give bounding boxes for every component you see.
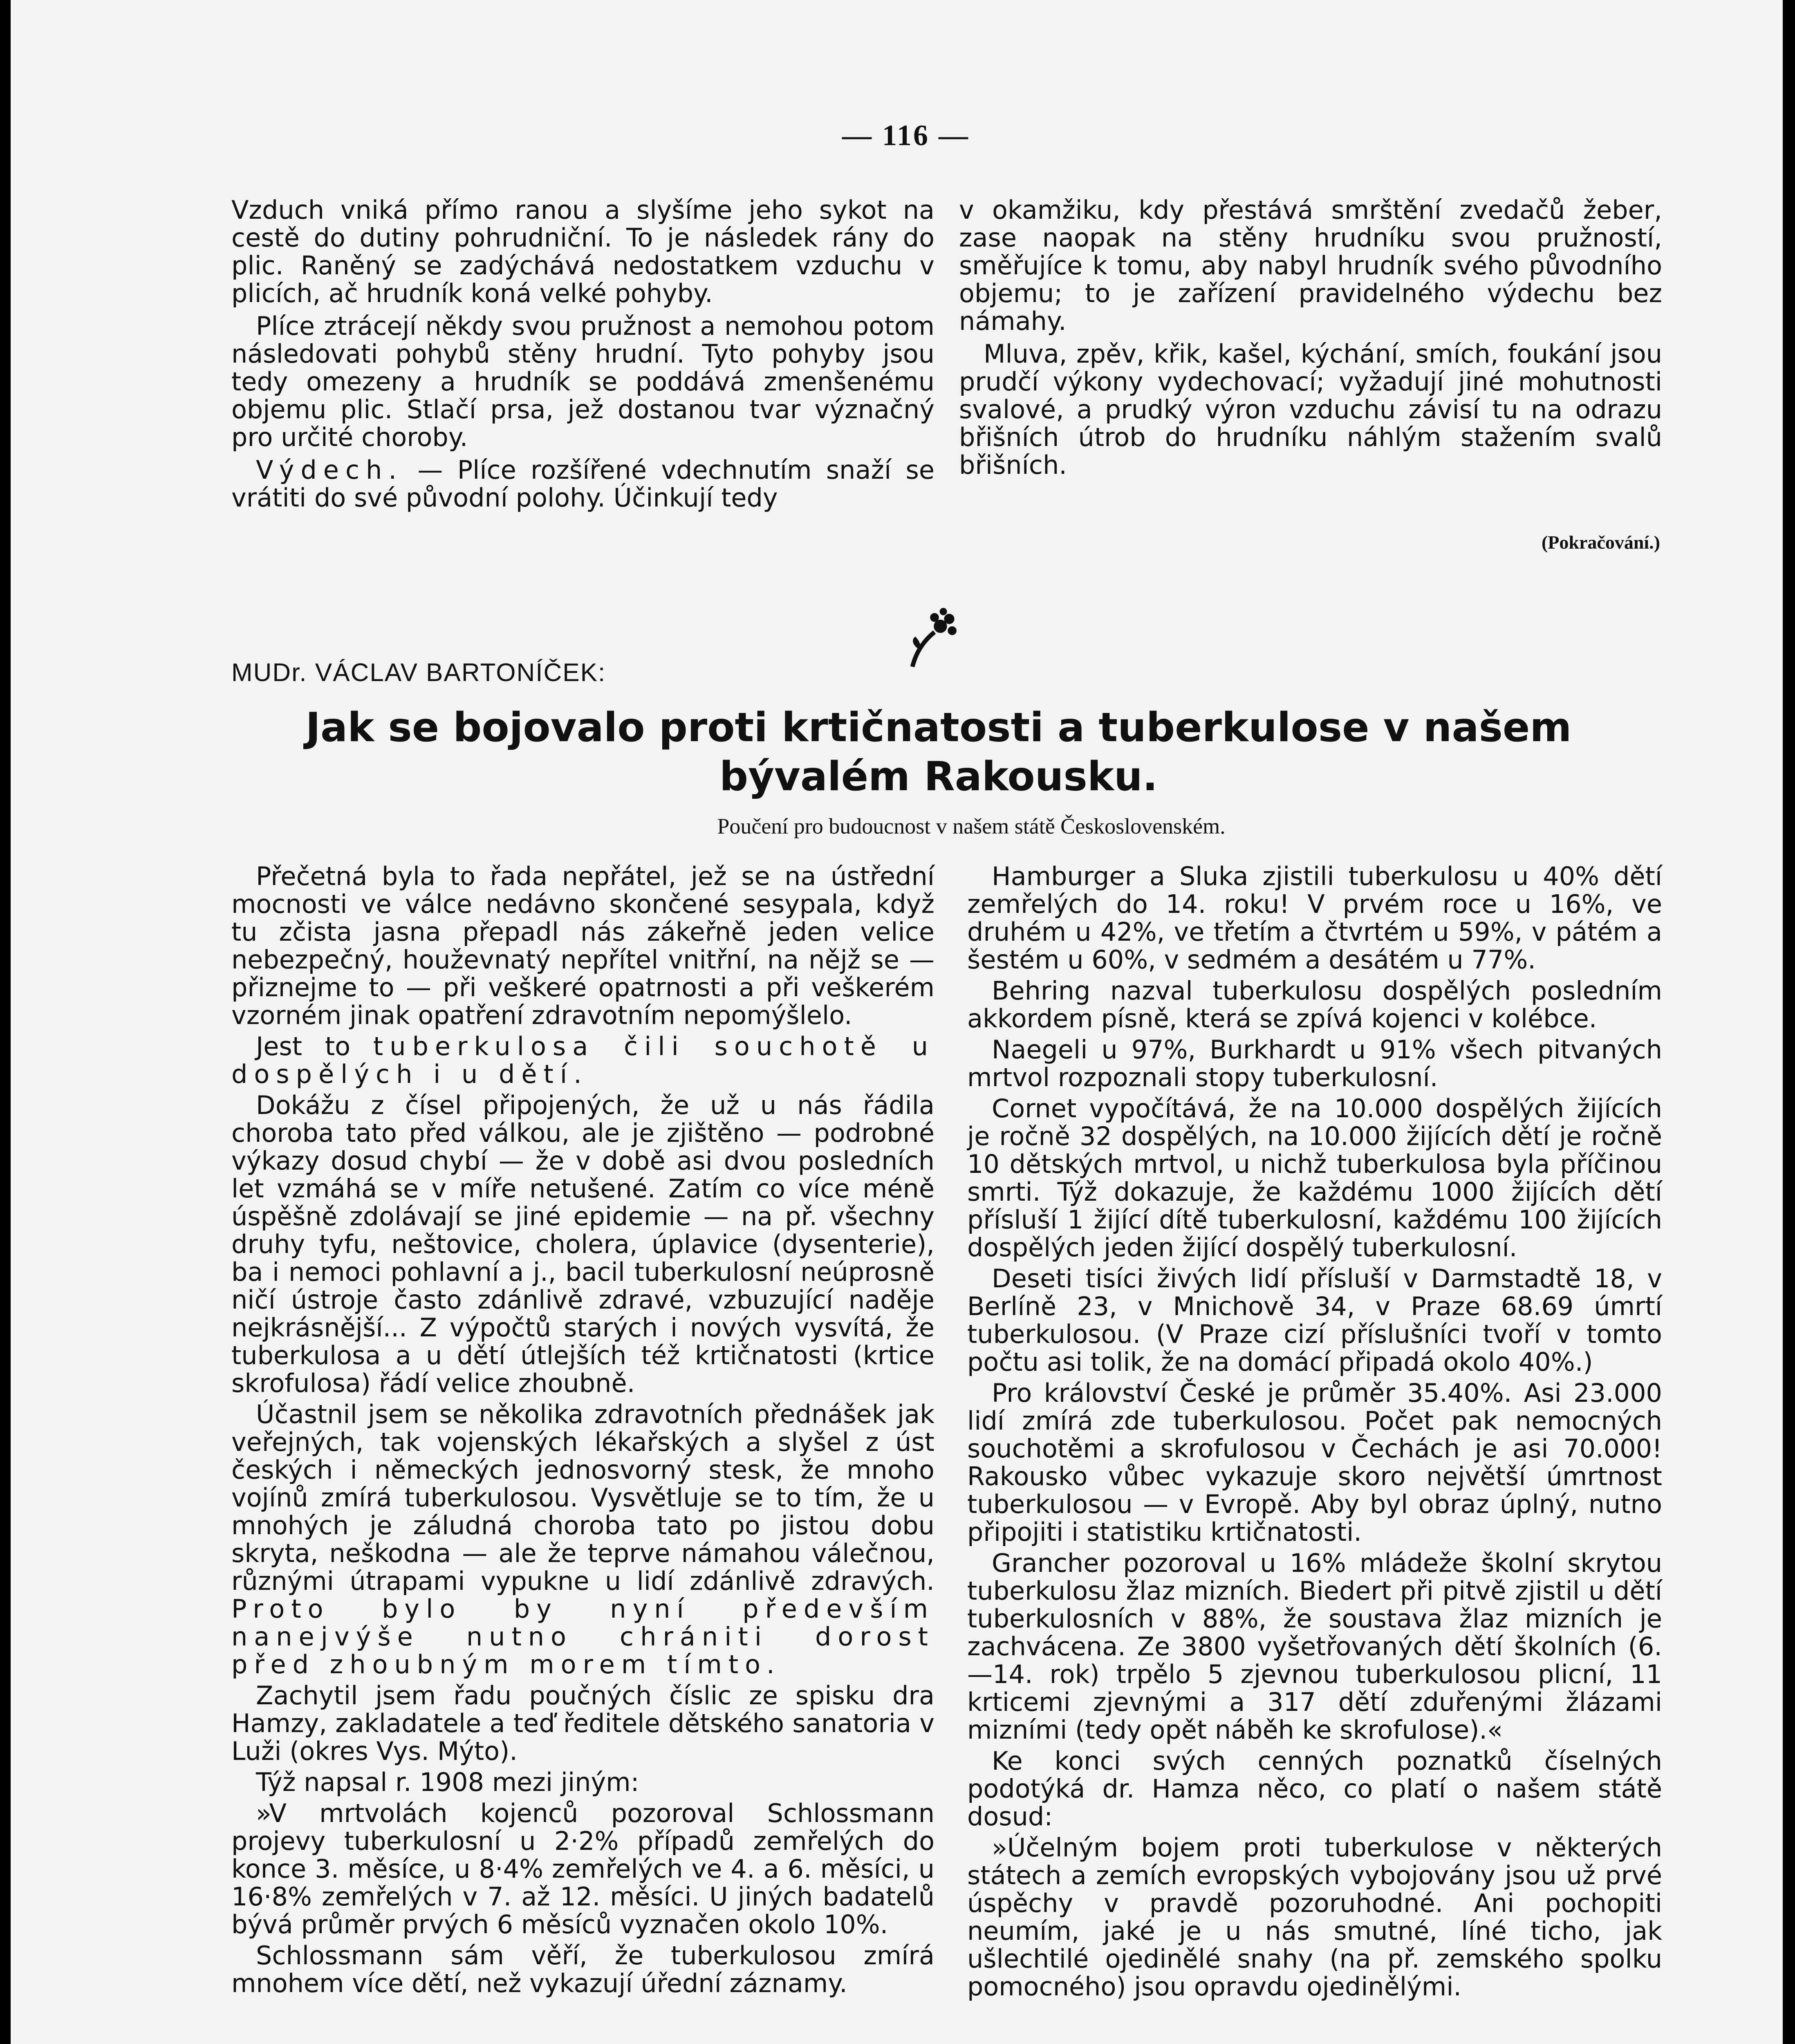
paragraph	[231, 1033, 934, 1088]
paragraph: Týž napsal r. 1908 mezi jiným:	[256, 1767, 639, 1797]
article-left-column	[231, 863, 934, 2001]
flower-ornament-icon	[898, 597, 971, 670]
page	[11, 0, 1783, 2044]
paragraph: Behring nazval tuberkulosu dospělých posledním akkordem písně, která se zpívá kojenci v kolébce.	[967, 976, 1662, 1033]
paragraph: Pro království České je průměr 35.40%. Asi 23.000 lidí zmírá zde tuberkulosou. Počet pak nemocných souchotěmi a skrofulosou v Čechách je asi 70.000! Rakousko vůbec vykazuje skoro největší úmrtnost tuberkulosou — v Evropě. Aby byl obraz úplný, nutno připojiti i statistiku krtičnatosti.	[967, 1378, 1662, 1547]
paragraph-text: Jest to	[256, 1031, 373, 1061]
paragraph: Naegeli u 97%, Burkhardt u 91% všech pitvaných mrtvol rozpoznali stopy tuberkulosní.	[967, 1035, 1662, 1092]
paragraph: Přečetná byla to řada nepřátel, jež se na ústřední mocnosti ve válce nedávno skončené sesypala, když tu zčista jasna přepadl nás zákeřně jeden velice nebezpečný, houževnatý nepřítel vnitřní, na nějž se — přiznejme to — při veškeré opatrnosti a při veškerém vzorném jinak opatření zdravotním nepomýšlelo.	[231, 861, 934, 1030]
author-byline: MUDr. VÁCLAV BARTONÍČEK:	[231, 659, 606, 687]
paragraph-text: — Plíce rozšířené vdechnutím snaží se vrátiti do své původní polohy. Účinkují tedy	[231, 455, 934, 513]
paragraph: Zachytil jsem řadu poučných číslic ze spisku dra Hamzy, zakladatele a teď ředitele dětského sanatoria v Luži (okres Vys. Mýto).	[231, 1681, 934, 1766]
paragraph: »Účelným bojem proti tuberkulose v některých státech a zemích evropských vybojovány jsou už prvé úspěchy v pravdě pozoruhodné. Ani pochopiti neumím, jaké je u nás smutné, líné ticho, jak ušlechtilé ojedinělé snahy (na př. zemského spolku pomocného) jsou opravdu ojedinělými.	[967, 1833, 1662, 2001]
paragraph	[231, 1401, 934, 1679]
article-right-column	[967, 863, 1662, 2004]
paragraph: Schlossmann sám věří, že tuberkulosou zmírá mnohem více dětí, než vykazují úřední záznamy.	[231, 1941, 934, 1998]
article-title: Jak se bojovalo proti krtičnatosti a tuberkulose v našem bývalém Rakousku.	[305, 704, 1572, 800]
paragraph: v okamžiku, kdy přestává smrštění zvedačů žeber, zase naopak na stěny hrudníku svou pružností, směřujíce k tomu, aby nabyl hrudník svého původního objemu; to je zařízení pravidelného výdechu bez námahy.	[959, 195, 1662, 336]
page-number: — 116 —	[842, 119, 970, 152]
inline-heading: Výdech.	[256, 455, 403, 485]
paragraph: Grancher pozoroval u 16% mládeže školní skrytou tuberkulosu žlaz mizních. Biedert při pitvě zjistil u dětí tuberkulosních v 88%, že soustava žlaz mizních je zachvácena. Ze 3800 vyšetřovaných dětí školních (6.—14. rok) trpělo 5 zjevnou tuberkulosou plicní, 11 krticemi zjevnými a 317 dětí zduřenými žlázami mizními (tedy opět náběh ke skrofulose).«	[967, 1548, 1662, 1745]
paragraph-text: Účastnil jsem se několika zdravotních přednášek jak veřejných, tak vojenských lékařských a slyšel z úst českých i německých jednosvorný stesk, že mnoho vojínů zmírá tuberkulosou. Vysvětluje se to tím, že u mnohých je záludná choroba tato po jistou dobu skryta, neškodna — ale že teprve námahou válečnou, různými útrapami vypukne u lidí zdánlivě zdravých.	[231, 1399, 934, 1596]
paragraph: Ke konci svých cenných poznatků číselných podotýká dr. Hamza něco, co platí o našem státě dosud:	[967, 1746, 1662, 1831]
emphasized-text: tuberkulosa čili souchotě u dospělých i u dětí.	[231, 1031, 934, 1089]
paragraph: Hamburger a Sluka zjistili tuberkulosu u 40% dětí zemřelých do 14. roku! V prvém roce u 16%, ve druhém u 42%, ve třetím a čtvrtém u 59%, v pátém a šestém u 60%, v sedmém a desátém u 77%.	[967, 861, 1662, 975]
paragraph: Cornet vypočítává, že na 10.000 dospělých žijících je ročně 32 dospělých, na 10.000 žijících dětí je ročně 10 dětských mrtvol, u nichž tuberkulosa byla příčinou smrti. Týž dokazuje, že každému 1000 žijících dětí přísluší 1 žijící dítě tuberkulosní, každému 100 žijících dospělých jeden žijící dospělý tuberkulosní.	[967, 1094, 1662, 1262]
continuation-note: (Pokračování.)	[1541, 532, 1660, 553]
section1-left-column	[231, 196, 934, 517]
paragraph: Mluva, zpěv, křik, kašel, kýchání, smích, foukání jsou prudčí výkony vydechovací; vyžadují jiné mohutnosti svalové, a prudký výron vzduchu závisí tu na odrazu břišních útrob do hrudníku náhlým stažením svalů břišních.	[959, 339, 1662, 480]
paragraph: Deseti tisíci živých lidí přísluší v Darmstadtě 18, v Berlíně 23, v Mnichově 34, v Praze 68.69 úmrtí tuberkulosou. (V Praze cizí příslušníci tvoří v tomto počtu asi tolik, že na domácí připadá okolo 40%.)	[967, 1264, 1662, 1377]
paragraph: Plíce ztrácejí někdy svou pružnost a nemohou potom následovati pohybů stěny hrudní. Tyto pohyby jsou tedy omezeny a hrudník se poddává zmenšenému objemu plic. Stlačí prsa, jež dostanou tvar význačný pro určité choroby.	[231, 311, 934, 452]
section1-right-column	[959, 196, 1662, 484]
paragraph	[231, 456, 934, 512]
paragraph: »V mrtvolách kojenců pozoroval Schlossmann projevy tuberkulosní u 2·2% případů zemřelých do konce 3. měsíce, u 8·4% zemřelých ve 4. a 6. měsíci, u 16·8% zemřelých v 7. až 12. měsíci. U jiných badatelů bývá průměr prvých 6 měsíců vyznačen okolo 10%.	[231, 1798, 934, 1939]
paragraph: Vzduch vniká přímo ranou a slyšíme jeho sykot na cestě do dutiny pohrudniční. To je následek rány do plic. Raněný se zadýchává nedostatkem vzduchu v plicích, ač hrudník koná velké pohyby.	[231, 195, 934, 308]
paragraph: Dokážu z čísel připojených, že už u nás řádila choroba tato před válkou, ale je zjištěno — podrobné výkazy dosud chybí — že v době asi dvou posledních let vzmáhá se v míře netušené. Zatím co více méně úspěšně zdolávají se jiné epidemie — na př. všechny druhy tyfu, neštovice, cholera, úplavice (dysenterie), ba i nemoci pohlavní a j., bacil tuberkulosní neúprosně ničí ústroje často zdánlivě zdravé, vzbuzující naděje nejkrásnější... Z výpočtů starých i nových vysvítá, že tuberkulosa a u dětí útlejších též krtičnatosti (krtice skrofulosa) řádí velice zhoubně.	[231, 1090, 934, 1398]
article-subtitle: Poučení pro budoucnost v našem státě Československém.	[717, 814, 1226, 838]
emphasized-text: Proto bylo by nyní především nanejvýše nutno chrániti dorost před zhoubným morem tímto.	[231, 1594, 934, 1679]
